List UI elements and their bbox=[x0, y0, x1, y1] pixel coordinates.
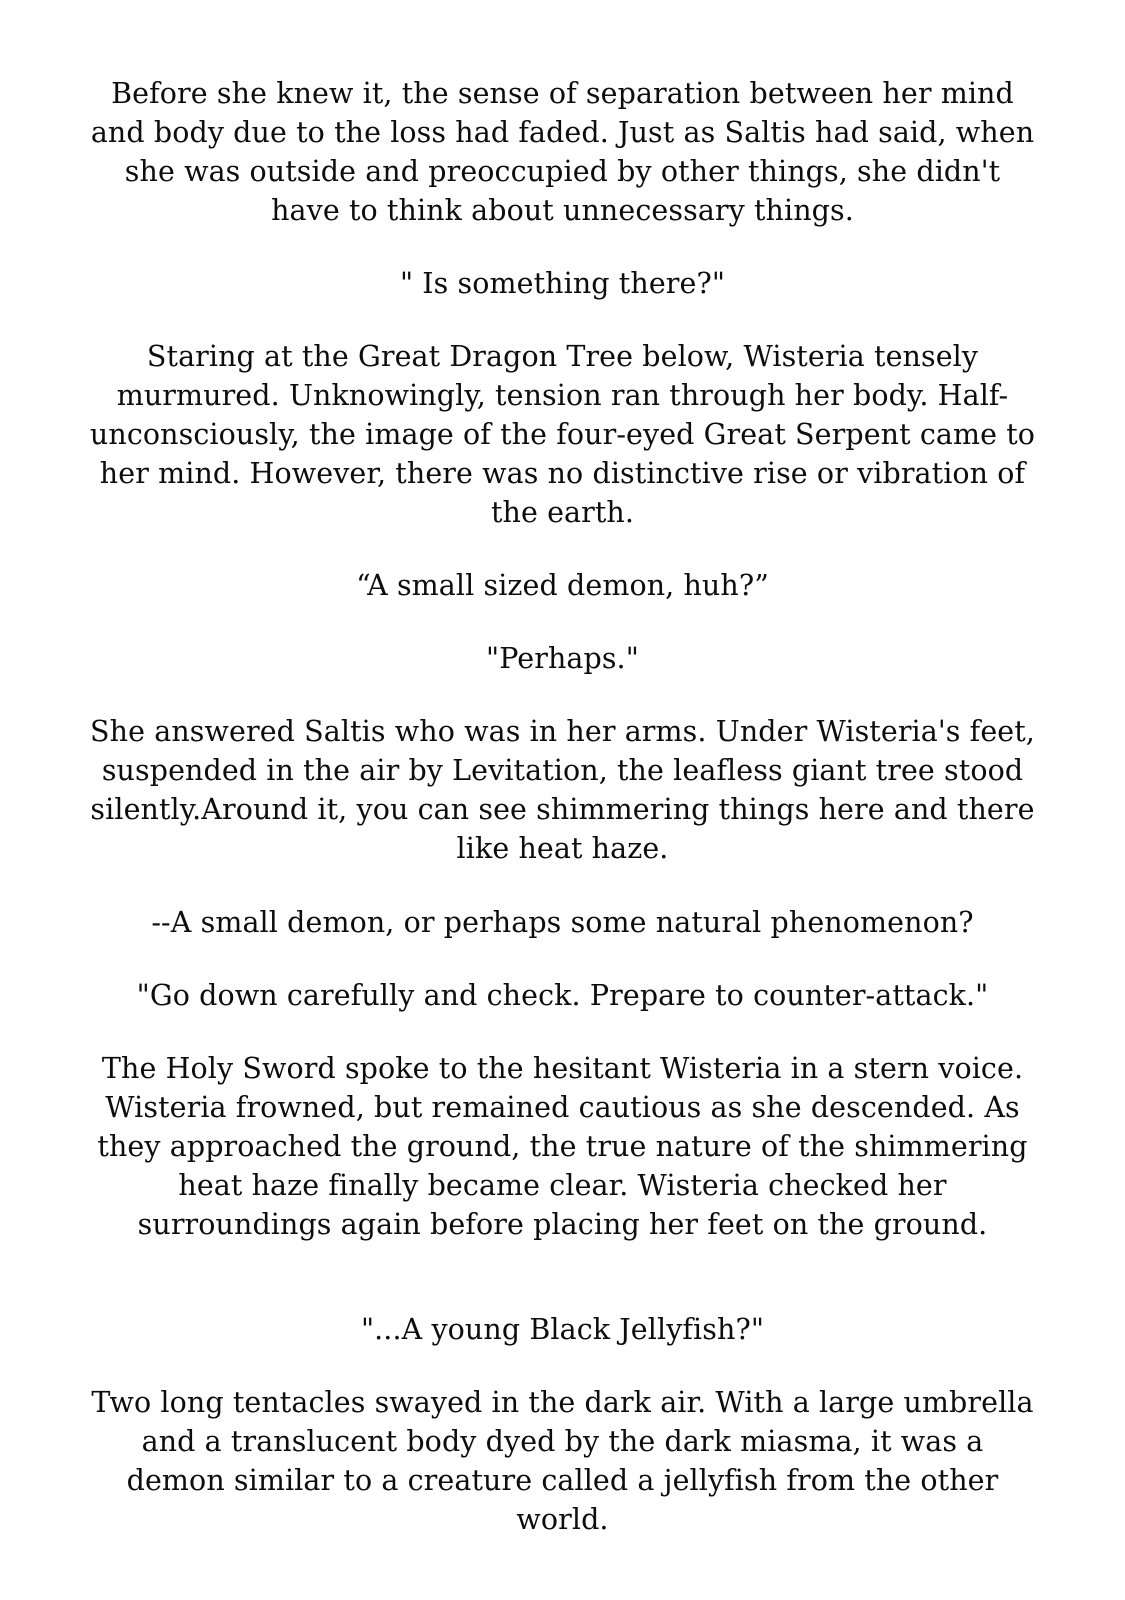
paragraph: Two long tentacles swayed in the dark air. With a large umbrella and a translucent body dyed by the dark miasma, it was a demon similar to a creature called a jellyfish from the other world. bbox=[91, 1385, 1034, 1536]
paragraph: Staring at the Great Dragon Tree below, Wisteria tensely murmured. Unknowingly, tension ran through her body. Half-unconsciously, the image of the four-eyed Great Serpent came to her mind. However, there was no distinctive rise or vibration of the earth. bbox=[89, 340, 1036, 530]
paragraph: The Holy Sword spoke to the hesitant Wisteria in a stern voice. Wisteria frowned, but remained cautious as she descended. As they approached the ground, the true nature of the shimmering heat haze finally became clear. Wisteria checked her surroundings again before placing her feet on the ground. bbox=[97, 1051, 1028, 1241]
paragraph: “A small sized demon, huh?” bbox=[356, 569, 769, 603]
paragraph: "Perhaps." bbox=[486, 642, 639, 676]
paragraph: She answered Saltis who was in her arms. Under Wisteria's feet, suspended in the air by Levitation, the leafless giant tree stood silently.Around it, you can see shimmering things here and there like heat haze. bbox=[90, 715, 1035, 866]
paragraph: Before she knew it, the sense of separation between her mind and body due to the loss had faded. Just as Saltis had said, when she was outside and preoccupied by other things, she didn't have to think about unnecessary things. bbox=[90, 77, 1035, 228]
paragraph: " Is something there?" bbox=[399, 267, 726, 301]
paragraph: "...A young Black Jellyfish?" bbox=[360, 1312, 765, 1346]
paragraph: --A small demon, or perhaps some natural phenomenon? bbox=[151, 905, 974, 939]
paragraph: "Go down carefully and check. Prepare to counter-attack." bbox=[136, 978, 989, 1012]
